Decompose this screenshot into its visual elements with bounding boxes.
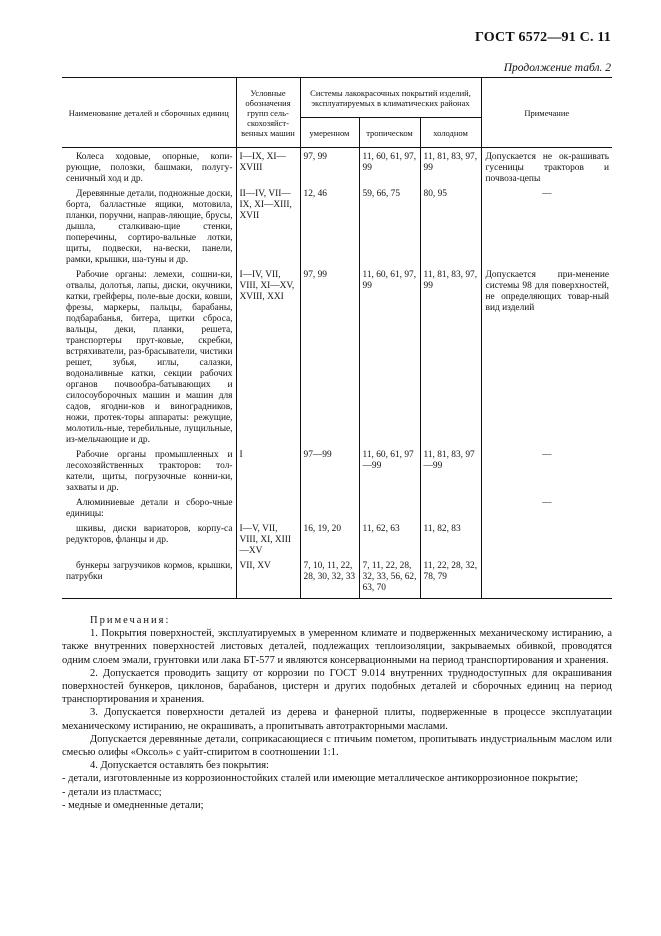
cell-name: Деревянные детали, подножные доски, борта, балластные ящики, мотовила, планки, поручни, направ-ляющие, брусы, дышла, сталкиваю-щие стенки, поперечины, сортиро-вальные лотки, щиты, подвески, на-вески, панели, рамки, крышки, ша-туны и др. xyxy=(66,189,233,265)
cell-groups: VII, XV xyxy=(236,557,300,599)
table-row xyxy=(62,185,612,266)
cell-moderate xyxy=(300,494,359,520)
header-moderate: умеренном xyxy=(300,118,359,148)
cell-tropical xyxy=(359,494,420,520)
cell-moderate: 97, 99 xyxy=(300,148,359,186)
cell-note xyxy=(481,520,612,557)
notes-title: Примечания: xyxy=(90,615,171,626)
table-row xyxy=(62,494,612,520)
cell-note: — xyxy=(481,185,612,266)
note-item: - медные и омедненные детали; xyxy=(62,799,204,811)
cell-moderate: 97, 99 xyxy=(300,266,359,446)
cell-tropical: 7, 11, 22, 28, 32, 33, 56, 62, 63, 70 xyxy=(359,557,420,599)
cell-moderate: 97—99 xyxy=(300,446,359,494)
note-item: 3. Допускается поверхности деталей из дерева и фанерной плиты, подверженные в процессе эксплуатации механическому истиранию, не окрашивать, а пропитывать автотракторными маслами. xyxy=(62,707,612,732)
cell-name: бункеры загрузчиков кормов, крышки, патрубки xyxy=(62,557,236,599)
cell-name: Рабочие органы промышленных и лесохозяйственных тракторов: тол-катели, щиты, погрузочные конни-ки, захваты и др. xyxy=(66,450,233,493)
cell-groups xyxy=(236,494,300,520)
cell-note: — xyxy=(481,446,612,494)
note-item: - детали, изготовленные из коррозионностойких сталей или имеющие металлическое антикоррозионное покрытие; xyxy=(62,773,579,785)
cell-tropical: 11, 60, 61, 97, 99 xyxy=(359,266,420,446)
cell-name: Рабочие органы: лемехи, сошни-ки, отвалы, долотья, лапы, диски, окучники, катки, грейферы, поле-вые доски, ковши, фрезы, маркеры, пальцы, барабаны, подбарабанья, битера, щитки сброса, вальцы, деки, планки, решета, транспортеры прут-ковые, скребки, встряхиватели, раз-брасыватели, чистики решет, зубья, иглы, салазки, водоналивные катки, секции рабочих органов почвообра-батывающих и силосоуборочных машин и машин для садов, ягодни-ков и виноградников, ножи, протек-торы аппараты: режущие, молотиль-ные, теребильные, лущильные, из-мельчающие и др. xyxy=(66,270,233,445)
cell-groups: I xyxy=(236,446,300,494)
coatings-table xyxy=(62,77,612,599)
cell-name: шкивы, диски вариаторов, корпу-са редукторов, фланцы и др. xyxy=(66,524,233,545)
table-row xyxy=(62,520,612,557)
cell-tropical: 11, 62, 63 xyxy=(359,520,420,557)
cell-note xyxy=(481,557,612,599)
cell-groups: I—IX, XI—XVIII xyxy=(236,148,300,186)
header-note: Примечание xyxy=(481,78,612,148)
cell-cold: 11, 82, 83 xyxy=(420,520,481,557)
cell-cold: 11, 81, 83, 97, 99 xyxy=(420,266,481,446)
cell-cold: 80, 95 xyxy=(420,185,481,266)
cell-moderate: 12, 46 xyxy=(300,185,359,266)
table-row xyxy=(62,557,612,599)
header-tropical: тропическом xyxy=(359,118,420,148)
table-continuation-label: Продолжение табл. 2 xyxy=(503,62,611,74)
header-systems: Системы лакокрасочных покрытий изделий, эксплуатируемых в климатических районах xyxy=(300,78,481,118)
cell-cold: 11, 22, 28, 32, 78, 79 xyxy=(420,557,481,599)
table-row xyxy=(62,148,612,186)
header-cold: холодном xyxy=(420,118,481,148)
note-item: Допускается деревянные детали, соприкасающиеся с птичьим пометом, пропитывать индустриальным маслом или смесью олифы «Оксоль» с уайт-спиритом в соотношении 1:1. xyxy=(62,733,612,759)
cell-groups: II—IV, VII—IX, XI—XIII, XVII xyxy=(236,185,300,266)
page-header: ГОСТ 6572—91 С. 11 xyxy=(474,30,611,45)
cell-groups: I—V, VII, VIII, XI, XIII—XV xyxy=(236,520,300,557)
notes-section xyxy=(62,614,612,812)
cell-name: Колеса ходовые, опорные, копи-рующие, полозки, башмаки, полугу-сеничный ход и др. xyxy=(66,152,233,184)
cell-note: Допускается при-менение системы 98 для поверхностей, не определяющих товар-ный вид изделий xyxy=(481,266,612,446)
cell-cold: 11, 81, 83, 97—99 xyxy=(420,446,481,494)
table-row xyxy=(62,266,612,446)
cell-groups: I—IV, VII, VIII, XI—XV, XVIII, XXI xyxy=(236,266,300,446)
cell-note: Допускается не ок-рашивать гусеницы тракторов и почвоза-цепы xyxy=(481,148,612,186)
cell-cold xyxy=(420,494,481,520)
note-item: 2. Допускается проводить защиту от коррозии по ГОСТ 9.014 внутренних труднодоступных для окрашивания поверхностей бункеров, циклонов, барабанов, цистерн и других подобных деталей и сборочных единиц на период транспортирования и хранения. xyxy=(62,667,612,706)
cell-tropical: 11, 60, 61, 97, 99 xyxy=(359,148,420,186)
cell-tropical: 11, 60, 61, 97—99 xyxy=(359,446,420,494)
cell-note: — xyxy=(481,494,612,520)
header-groups: Условные обозначения групп сель-скохозяйст-венных машин xyxy=(236,78,300,148)
note-item: 4. Допускается оставлять без покрытия: xyxy=(90,760,269,772)
header-name: Наименование деталей и сборочных единиц xyxy=(62,78,236,148)
cell-moderate: 7, 10, 11, 22, 28, 30, 32, 33 xyxy=(300,557,359,599)
note-item: 1. Покрытия поверхностей, эксплуатируемых в умеренном климате и подверженных механическому истиранию, а также внутренних поверхностей листовых деталей, подлежащих теплоизоляции, закрываемых обивкой, проводятся одним слоем эмали, грунтовки или лака БТ-577 и являются консервационными на период транспортирования и хранения. xyxy=(62,628,612,666)
cell-name: Алюминиевые детали и сборо-чные единицы: xyxy=(66,498,233,519)
note-item: - детали из пластмасс; xyxy=(62,786,162,798)
cell-tropical: 59, 66, 75 xyxy=(359,185,420,266)
cell-cold: 11, 81, 83, 97, 99 xyxy=(420,148,481,186)
table-row xyxy=(62,446,612,494)
cell-moderate: 16, 19, 20 xyxy=(300,520,359,557)
